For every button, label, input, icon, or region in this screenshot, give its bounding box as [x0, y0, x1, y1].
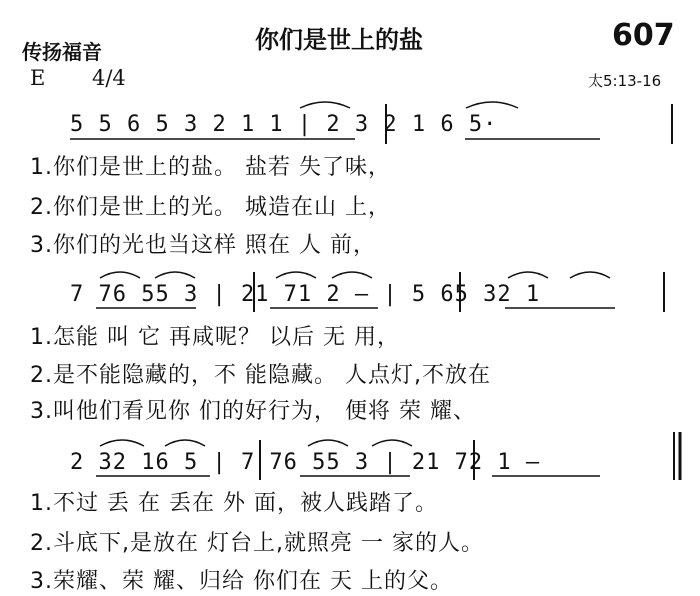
notation-line: 2 32 16 5 | 7 76 55 3 | 21 72 1 —	[70, 450, 541, 475]
song-title: 你们是世上的盐	[255, 26, 423, 54]
lyric-line: 1.你们是世上的盐。 盐若 失了味，	[30, 155, 391, 180]
lyric-line: 2.是不能隐藏的，不 能隐藏。 人点灯,不放在	[30, 363, 491, 388]
slur	[300, 102, 350, 108]
lyric-line: 2.斗底下,是放在 灯台上,就照亮 一 家的人。	[30, 531, 484, 556]
slur	[570, 272, 610, 278]
slur	[100, 440, 144, 446]
lyric-line: 1.不过 丢 在 丢在 外 面，被人践踏了。	[30, 491, 438, 516]
lyric-line: 3.叫他们看见你 们的好行为， 便将 荣 耀、	[30, 399, 476, 424]
slur	[165, 440, 205, 446]
slur	[466, 102, 518, 108]
hymnal-source: 传扬福音	[22, 40, 102, 64]
time-signature: 4/4	[92, 66, 126, 90]
slur	[372, 440, 412, 446]
lyric-line: 2.你们是世上的光。 城造在山 上，	[30, 195, 391, 220]
notation-line: 5 5 6 5 3 2 1 1 | 2 3 2 1 6 5·	[70, 112, 498, 137]
slur	[332, 272, 372, 278]
slur	[155, 272, 195, 278]
slur	[100, 272, 140, 278]
song-number: 607	[612, 18, 675, 53]
lyric-line: 1.怎能 叫 它 再咸呢？ 以后 无 用，	[30, 325, 400, 350]
slur	[308, 440, 348, 446]
lyric-line: 3.你们的光也当这样 照在 人 前，	[30, 233, 376, 258]
slur	[508, 272, 548, 278]
lyric-line: 3.荣耀、荣 耀、归给 你们在 天 上的父。	[30, 569, 453, 594]
scripture-reference: 太5:13-16	[588, 72, 662, 90]
notation-line: 7 76 55 3 | 21 71 2 — | 5 65 32 1	[70, 282, 541, 307]
slur	[276, 272, 316, 278]
key-signature: E	[30, 66, 46, 90]
